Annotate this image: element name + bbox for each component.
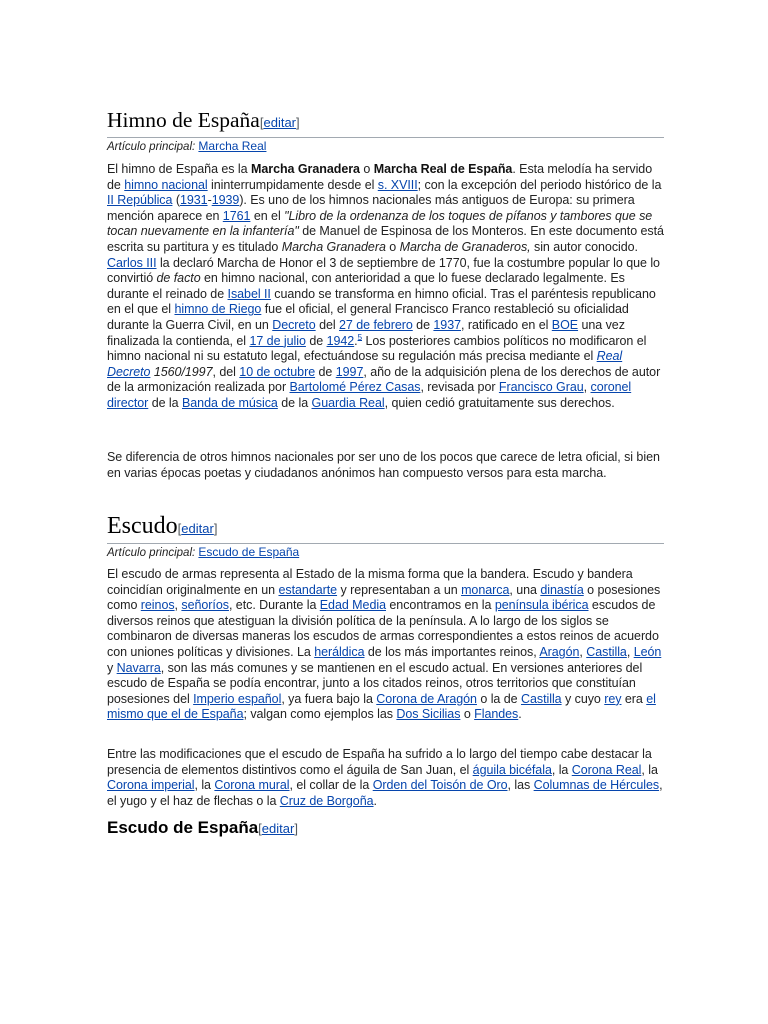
text: - [207, 193, 212, 208]
link-1939[interactable]: 1939 [211, 193, 240, 208]
text: , etc. Durante la [228, 598, 320, 613]
link-cruz-de-borgona[interactable]: Cruz de Borgoña [279, 793, 374, 808]
link-navarra[interactable]: Navarra [116, 660, 161, 675]
section-heading-escudo [107, 512, 664, 544]
paragraph-escudo-modificaciones [107, 747, 664, 809]
link-reinos[interactable]: reinos [140, 598, 175, 613]
text: , el collar de la [289, 778, 373, 793]
text: ). Es uno de los himnos nacionales más antiguos de Europa: su primera mención aparece en [107, 193, 635, 223]
link-heraldica[interactable]: heráldica [314, 644, 365, 659]
text: . [354, 333, 358, 348]
text: de los más importantes reinos, [364, 644, 540, 659]
link-corona-mural[interactable]: Corona mural [214, 778, 290, 793]
text: , la [551, 762, 572, 777]
link-s-xviii[interactable]: s. XVIII [377, 177, 418, 192]
text: sin autor conocido. [530, 239, 638, 254]
text: . Esta melodía ha servido de [107, 162, 653, 192]
link-castilla-2[interactable]: Castilla [520, 691, 562, 706]
text: del [315, 317, 340, 332]
text: El himno de España es la [107, 162, 251, 176]
text: , año de la adquisición plena de los derechos de autor de la armonización realizada por [107, 364, 661, 395]
link-ii-republica[interactable]: II República [107, 193, 173, 208]
italic-title: Marcha Granadera [281, 239, 386, 254]
text: en himno nacional, con anterioridad a que lo fuese declarado legalmente. Es durante el reinado de [107, 271, 625, 301]
main-article-link-marcha-real[interactable]: Marcha Real [198, 139, 267, 153]
text: ( [172, 193, 180, 208]
link-1942[interactable]: 1942 [326, 333, 355, 348]
link-carlos-iii[interactable]: Carlos III [107, 255, 157, 270]
link-1997[interactable]: 1997 [335, 364, 364, 379]
text: ; valgan como ejemplos las [243, 707, 397, 722]
subsection-title-escudo-de-espana: Escudo de España [107, 818, 259, 837]
text: , [579, 644, 587, 659]
edit-section-escudo-de-espana: [editar] [258, 821, 298, 836]
italic-term: de facto [156, 271, 201, 286]
text: El escudo de armas representa al Estado de la misma forma que la bandera. Escudo y bandera coincidían originalmente en un [107, 567, 633, 597]
text: , ya fuera bajo la [281, 691, 377, 706]
section-title-escudo: Escudo [107, 513, 178, 539]
text: , ratificado en el [461, 317, 552, 332]
text: fue el oficial, el general Francisco Franco restableció su oficialidad durante la Guerra Civil, en un [107, 302, 629, 332]
link-aguila-bicefala[interactable]: águila bicéfala [472, 762, 552, 777]
text: ininterrumpidamente desde el [207, 177, 378, 192]
subsection-heading-escudo-de-espana [107, 818, 298, 838]
text: Los posteriores cambios políticos no modificaron el himno nacional ni su estatuto legal, efectuándose su regulación más precisa mediante el [107, 333, 647, 364]
link-el-mismo-que-el-de-espana[interactable]: el mismo que el de España [107, 691, 656, 722]
link-1931[interactable]: 1931 [179, 193, 208, 208]
text: de la [277, 395, 312, 410]
link-banda-de-musica[interactable]: Banda de música [181, 395, 278, 410]
text: . [373, 793, 377, 808]
text: y cuyo [561, 691, 605, 706]
main-article-link-escudo-de-espana[interactable]: Escudo de España [198, 545, 300, 559]
link-coronel[interactable]: coronel [590, 380, 632, 395]
text: o la de [476, 691, 521, 706]
link-flandes[interactable]: Flandes [474, 707, 519, 722]
link-dos-sicilias[interactable]: Dos Sicilias [396, 707, 461, 722]
text: Entre las modificaciones que el escudo de España ha sufrido a lo largo del tiempo cabe destacar la presencia de elementos distintivos como el águila de San Juan, el [107, 747, 652, 777]
text: de [412, 317, 434, 332]
link-guardia-real[interactable]: Guardia Real [311, 395, 385, 410]
text: y representaban a un [337, 582, 462, 597]
hatnote-prefix: Artículo principal: [107, 547, 196, 559]
text: , la [641, 762, 658, 777]
link-aragon[interactable]: Aragón [539, 644, 580, 659]
link-1937[interactable]: 1937 [433, 317, 462, 332]
link-bartolome-perez-casas[interactable]: Bartolomé Pérez Casas [289, 380, 421, 395]
link-isabel-ii[interactable]: Isabel II [227, 286, 271, 301]
text: , una [509, 582, 541, 597]
link-17-de-julio[interactable]: 17 de julio [249, 333, 306, 348]
text: escudos de diversos reinos que atestiguan la división política de la península. A lo largo de los siglos se combinaron de diversas maneras los escudos de armas correspondientes a estos reinos de acuerdo con uniones políticas y divisiones. La [107, 598, 659, 659]
italic-title: Marcha de Granaderos, [399, 239, 531, 254]
text: en el [250, 208, 285, 223]
paragraph-himno-letra: Se diferencia de otros himnos nacionales por ser uno de los pocos que carece de letra oficial, si bien en varias épocas poetas y ciudadanos anónimos han compuesto versos para esta marcha. [107, 450, 660, 480]
reference-5[interactable]: 5 [357, 332, 363, 342]
text: , son las más comunes y se mantienen en el escudo actual. En versiones anteriores del escudo de España se podía encontrar, junto a los citados reinos, otros territorios que constituían posesiones del [107, 660, 643, 706]
link-orden-del-toison-de-oro[interactable]: Orden del Toisón de Oro [372, 778, 508, 793]
link-edad-media[interactable]: Edad Media [319, 598, 386, 613]
bold-term: Marcha Granadera [250, 162, 360, 176]
text: , quien cedió gratuitamente sus derechos. [384, 395, 615, 410]
link-27-de-febrero[interactable]: 27 de febrero [339, 317, 413, 332]
text: , [626, 644, 634, 659]
link-10-de-octubre[interactable]: 10 de octubre [239, 364, 316, 379]
text: . [518, 707, 522, 722]
link-senorios[interactable]: señoríos [181, 598, 229, 613]
section-heading-himno [107, 106, 664, 138]
edit-section-escudo: [editar] [177, 521, 218, 536]
text: era [621, 691, 647, 706]
hatnote-prefix: Artículo principal: [107, 141, 196, 153]
link-monarca[interactable]: monarca [461, 582, 510, 597]
text: , revisada por [420, 380, 499, 395]
text: , la [194, 778, 215, 793]
text: cuando se transforma en himno oficial. Tras el paréntesis republicano en el que el [107, 286, 656, 317]
hatnote-escudo [107, 544, 299, 561]
edit-link-escudo-de-espana[interactable]: editar [261, 821, 295, 836]
text: , [174, 598, 182, 613]
link-dinastia[interactable]: dinastía [540, 582, 584, 597]
text: o [385, 239, 400, 254]
text: de [315, 364, 336, 379]
bold-term: Marcha Real de España [373, 162, 513, 176]
text: una vez finalizada la contienda, el [107, 317, 625, 348]
italic-title: "Libro de la ordenanza de los toques de pífanos y tambores que se tocan nuevamente en la infantería" [107, 208, 653, 239]
text: , del [212, 364, 240, 379]
edit-link-himno[interactable]: editar [263, 115, 297, 130]
text: de Manuel de Espinosa de los Monteros. En este documento está escrita su partitura y es titulado [107, 224, 664, 254]
text: o posesiones como [107, 582, 661, 613]
text: encontramos en la [385, 598, 495, 613]
text: y [107, 660, 117, 675]
text: o [460, 707, 475, 722]
text: , [583, 380, 591, 395]
link-estandarte[interactable]: estandarte [278, 582, 338, 597]
link-leon[interactable]: León [633, 644, 662, 659]
link-peninsula-iberica[interactable]: península ibérica [494, 598, 589, 613]
text: de [305, 333, 327, 348]
text: ; con la excepción del periodo histórico de la [417, 177, 662, 192]
paragraph-himno-history [107, 162, 664, 412]
edit-link-escudo[interactable]: editar [181, 521, 214, 536]
text: , el yugo y el haz de flechas o la [107, 778, 663, 808]
section-title-himno: Himno de España [107, 108, 260, 132]
text: , las [507, 778, 534, 793]
text: de la [148, 395, 182, 410]
text: o [359, 162, 374, 176]
text: 1560/1997 [150, 364, 213, 379]
paragraph-escudo-history [107, 567, 664, 723]
edit-section-himno: [editar] [259, 115, 300, 130]
link-1761[interactable]: 1761 [222, 208, 251, 223]
link-imperio-espanol[interactable]: Imperio español [193, 691, 282, 706]
link-himno-de-riego[interactable]: himno de Riego [174, 302, 262, 317]
link-corona-de-aragon[interactable]: Corona de Aragón [376, 691, 477, 706]
link-himno-nacional[interactable]: himno nacional [124, 177, 208, 192]
text: la declaró Marcha de Honor el 3 de septiembre de 1770, fue la costumbre popular lo que lo convirtió [107, 255, 660, 286]
link-castilla[interactable]: Castilla [586, 644, 627, 659]
link-director[interactable]: director [107, 395, 149, 410]
link-corona-imperial[interactable]: Corona imperial [107, 778, 195, 793]
link-rey[interactable]: rey [604, 691, 622, 706]
hatnote-himno [107, 138, 266, 155]
link-decreto[interactable]: Decreto [272, 317, 316, 332]
link-francisco-grau[interactable]: Francisco Grau [498, 380, 584, 395]
link-columnas-de-hercules[interactable]: Columnas de Hércules [533, 778, 660, 793]
link-real-decreto[interactable]: Real Decreto [107, 349, 623, 379]
link-boe[interactable]: BOE [551, 317, 579, 332]
link-corona-real[interactable]: Corona Real [571, 762, 642, 777]
